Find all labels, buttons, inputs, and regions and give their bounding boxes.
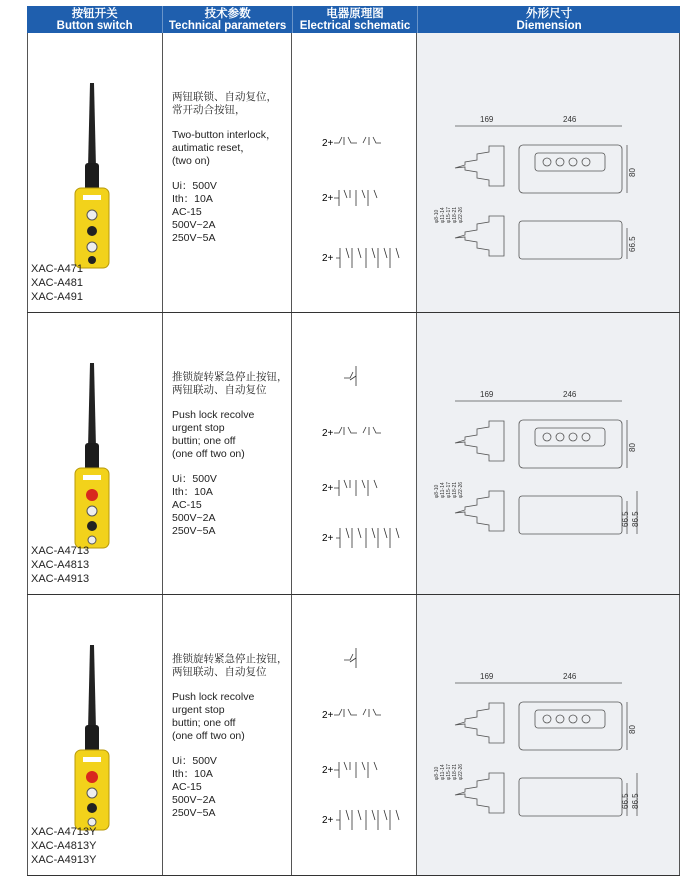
dimension-drawing	[417, 595, 679, 875]
pendant-switch-image	[28, 353, 162, 573]
dimension-drawing	[417, 33, 679, 312]
svg-text:φ8-10: φ8-10	[434, 766, 440, 780]
svg-text:80: 80	[628, 725, 637, 734]
technical-parameters-cell: 两钮联锁、自动复位， 常开动合按钮， Two-button interlock， autimatic reset， (two on) Ui：500V Ith：10A AC-15 500V~2A 250V~5A	[163, 33, 292, 312]
svg-text:φ11-14: φ11-14	[440, 482, 446, 498]
table-row	[27, 33, 680, 313]
svg-text:169: 169	[480, 115, 494, 124]
dimension-cell	[417, 595, 680, 875]
svg-text:φ22-26: φ22-26	[458, 206, 464, 223]
svg-text:φ11-14: φ11-14	[440, 764, 446, 780]
model-list: XAC-A4713 XAC-A4813 XAC-A4913	[31, 545, 90, 585]
svg-text:66.5: 66.5	[621, 793, 630, 809]
model-list: XAC-A471 XAC-A481 XAC-A491	[31, 263, 83, 303]
header-button-switch: 按钮开关 Button switch	[27, 6, 163, 33]
svg-text:2+: 2+	[322, 138, 334, 149]
dimension-drawing	[417, 313, 679, 594]
model-list: XAC-A4713Y XAC-A4813Y XAC-A4913Y	[31, 826, 97, 866]
spec-table	[27, 6, 680, 876]
header-electrical-schematic: 电器原理图 Electrical schematic	[293, 6, 418, 33]
table-header	[27, 6, 680, 33]
svg-text:φ22-26: φ22-26	[458, 763, 464, 780]
pendant-switch-image	[28, 73, 162, 293]
svg-text:φ18-21: φ18-21	[452, 481, 458, 498]
svg-text:80: 80	[628, 168, 637, 177]
dimension-cell	[417, 33, 680, 312]
svg-text:169: 169	[480, 390, 494, 399]
svg-text:2+: 2+	[322, 483, 334, 494]
table-row	[27, 595, 680, 876]
svg-text:2+: 2+	[322, 533, 334, 544]
svg-text:φ18-21: φ18-21	[452, 763, 458, 780]
svg-text:66.5: 66.5	[628, 236, 637, 252]
svg-text:φ8-10: φ8-10	[434, 209, 440, 223]
svg-text:169: 169	[480, 672, 494, 681]
schematic-cell	[292, 33, 417, 312]
technical-parameters-cell: 推锁旋转紧急停止按钮， 两钮联动、自动复位 Push lock recolve urgent stop buttin; one off (one off two on) Ui：500V Ith：10A AC-15 500V~2A 250V~5A	[163, 313, 292, 594]
svg-text:φ22-26: φ22-26	[458, 481, 464, 498]
electrical-schematic-diagram	[292, 313, 416, 594]
svg-text:246: 246	[563, 390, 577, 399]
electrical-schematic-diagram	[292, 595, 416, 875]
svg-text:2+: 2+	[322, 193, 334, 204]
svg-text:86.5: 86.5	[631, 793, 640, 809]
svg-text:2+: 2+	[322, 428, 334, 439]
product-cell	[27, 313, 163, 594]
svg-text:φ15-17: φ15-17	[446, 481, 452, 498]
product-cell	[27, 33, 163, 312]
svg-text:φ8-10: φ8-10	[434, 484, 440, 498]
header-technical-parameters: 技术参数 Technical parameters	[163, 6, 292, 33]
svg-text:2+: 2+	[322, 253, 334, 264]
svg-text:2+: 2+	[322, 815, 334, 826]
header-dimension: 外形尺寸 Diemension	[516, 7, 582, 32]
svg-text:86.5: 86.5	[631, 511, 640, 527]
table-row	[27, 313, 680, 595]
svg-text:φ18-21: φ18-21	[452, 206, 458, 223]
svg-text:φ15-17: φ15-17	[446, 763, 452, 780]
pendant-switch-image	[28, 635, 162, 855]
svg-text:2+: 2+	[322, 765, 334, 776]
schematic-cell	[292, 595, 417, 875]
schematic-cell	[292, 313, 417, 594]
svg-text:φ15-17: φ15-17	[446, 206, 452, 223]
dimension-cell	[417, 313, 680, 594]
product-cell	[27, 595, 163, 875]
svg-text:246: 246	[563, 115, 577, 124]
svg-text:246: 246	[563, 672, 577, 681]
electrical-schematic-diagram	[292, 33, 416, 312]
svg-text:66.5: 66.5	[621, 511, 630, 527]
svg-text:2+: 2+	[322, 710, 334, 721]
svg-text:80: 80	[628, 443, 637, 452]
svg-text:φ11-14: φ11-14	[440, 207, 446, 223]
technical-parameters-cell: 推锁旋转紧急停止按钮， 两钮联动、自动复位 Push lock recolve urgent stop buttin; one off (one off two on) Ui：500V Ith：10A AC-15 500V~2A 250V~5A	[163, 595, 292, 875]
